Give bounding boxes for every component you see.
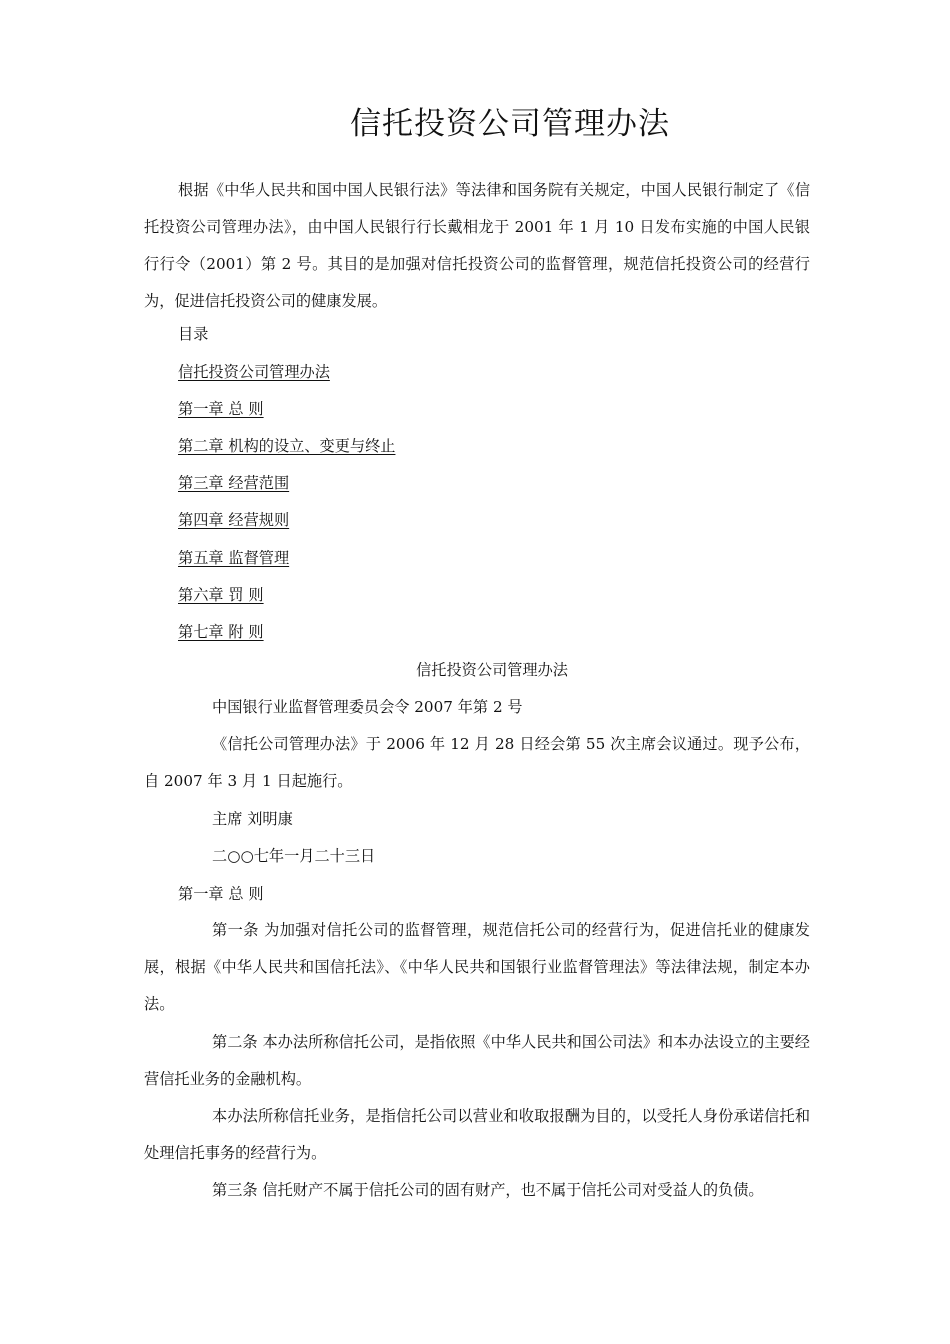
article-3: 第三条 信托财产不属于信托公司的固有财产，也不属于信托公司对受益人的负债。 [212,1181,764,1199]
date-line: 二○○七年一月二十三日 [212,847,376,865]
article-2: 第二条 本办法所称信托公司，是指依照《中华人民共和国公司法》和本办法设立的主要经营信托业务的金融机构。 [144,1033,810,1088]
toc-item-chapter-3[interactable]: 第三章 经营范围 [178,474,290,492]
announcement-paragraph: 《信托公司管理办法》于 2006 年 12 月 28 日经会第 55 次主席会议通过。现予公布，自 2007 年 3 月 1 日起施行。 [144,735,810,790]
document-subtitle: 信托投资公司管理办法 [416,661,568,679]
toc-item-title[interactable]: 信托投资公司管理办法 [178,363,330,381]
toc-item-chapter-2[interactable]: 第二章 机构的设立、变更与终止 [178,437,396,455]
toc-item-chapter-7[interactable]: 第七章 附 则 [178,623,264,641]
article-1: 第一条 为加强对信托公司的监督管理，规范信托公司的经营行为，促进信托业的健康发展，根据《中华人民共和国信托法》、《中华人民共和国银行业监督管理法》等法律法规，制定本办法。 [144,921,810,1013]
toc-item-chapter-1[interactable]: 第一章 总 则 [178,400,264,418]
intro-paragraph: 根据《中华人民共和国中国人民银行法》等法律和国务院有关规定，中国人民银行制定了《信托投资公司管理办法》，由中国人民银行行长戴相龙于 2001 年 1 月 10 日发布实施的中国人民银行行令（2001）第 2 号。其目的是加强对信托投资公司的监督管理，规范信托投资公司的经营行为，促进信托投资公司的健康发展。 [144,181,810,310]
toc-item-chapter-5[interactable]: 第五章 监督管理 [178,549,290,567]
toc-item-chapter-4[interactable]: 第四章 经营规则 [178,511,290,529]
document-title: 信托投资公司管理办法 [350,106,670,142]
chairman-line: 主席 刘明康 [212,810,293,828]
chapter-1-heading: 第一章 总 则 [178,885,264,903]
article-2-paragraph-2: 本办法所称信托业务，是指信托公司以营业和收取报酬为目的，以受托人身份承诺信托和处理信托事务的经营行为。 [144,1107,810,1162]
toc-item-chapter-6[interactable]: 第六章 罚 则 [178,586,264,604]
toc-heading: 目录 [178,325,209,343]
decree-line: 中国银行业监督管理委员会令 2007 年第 2 号 [212,698,523,716]
